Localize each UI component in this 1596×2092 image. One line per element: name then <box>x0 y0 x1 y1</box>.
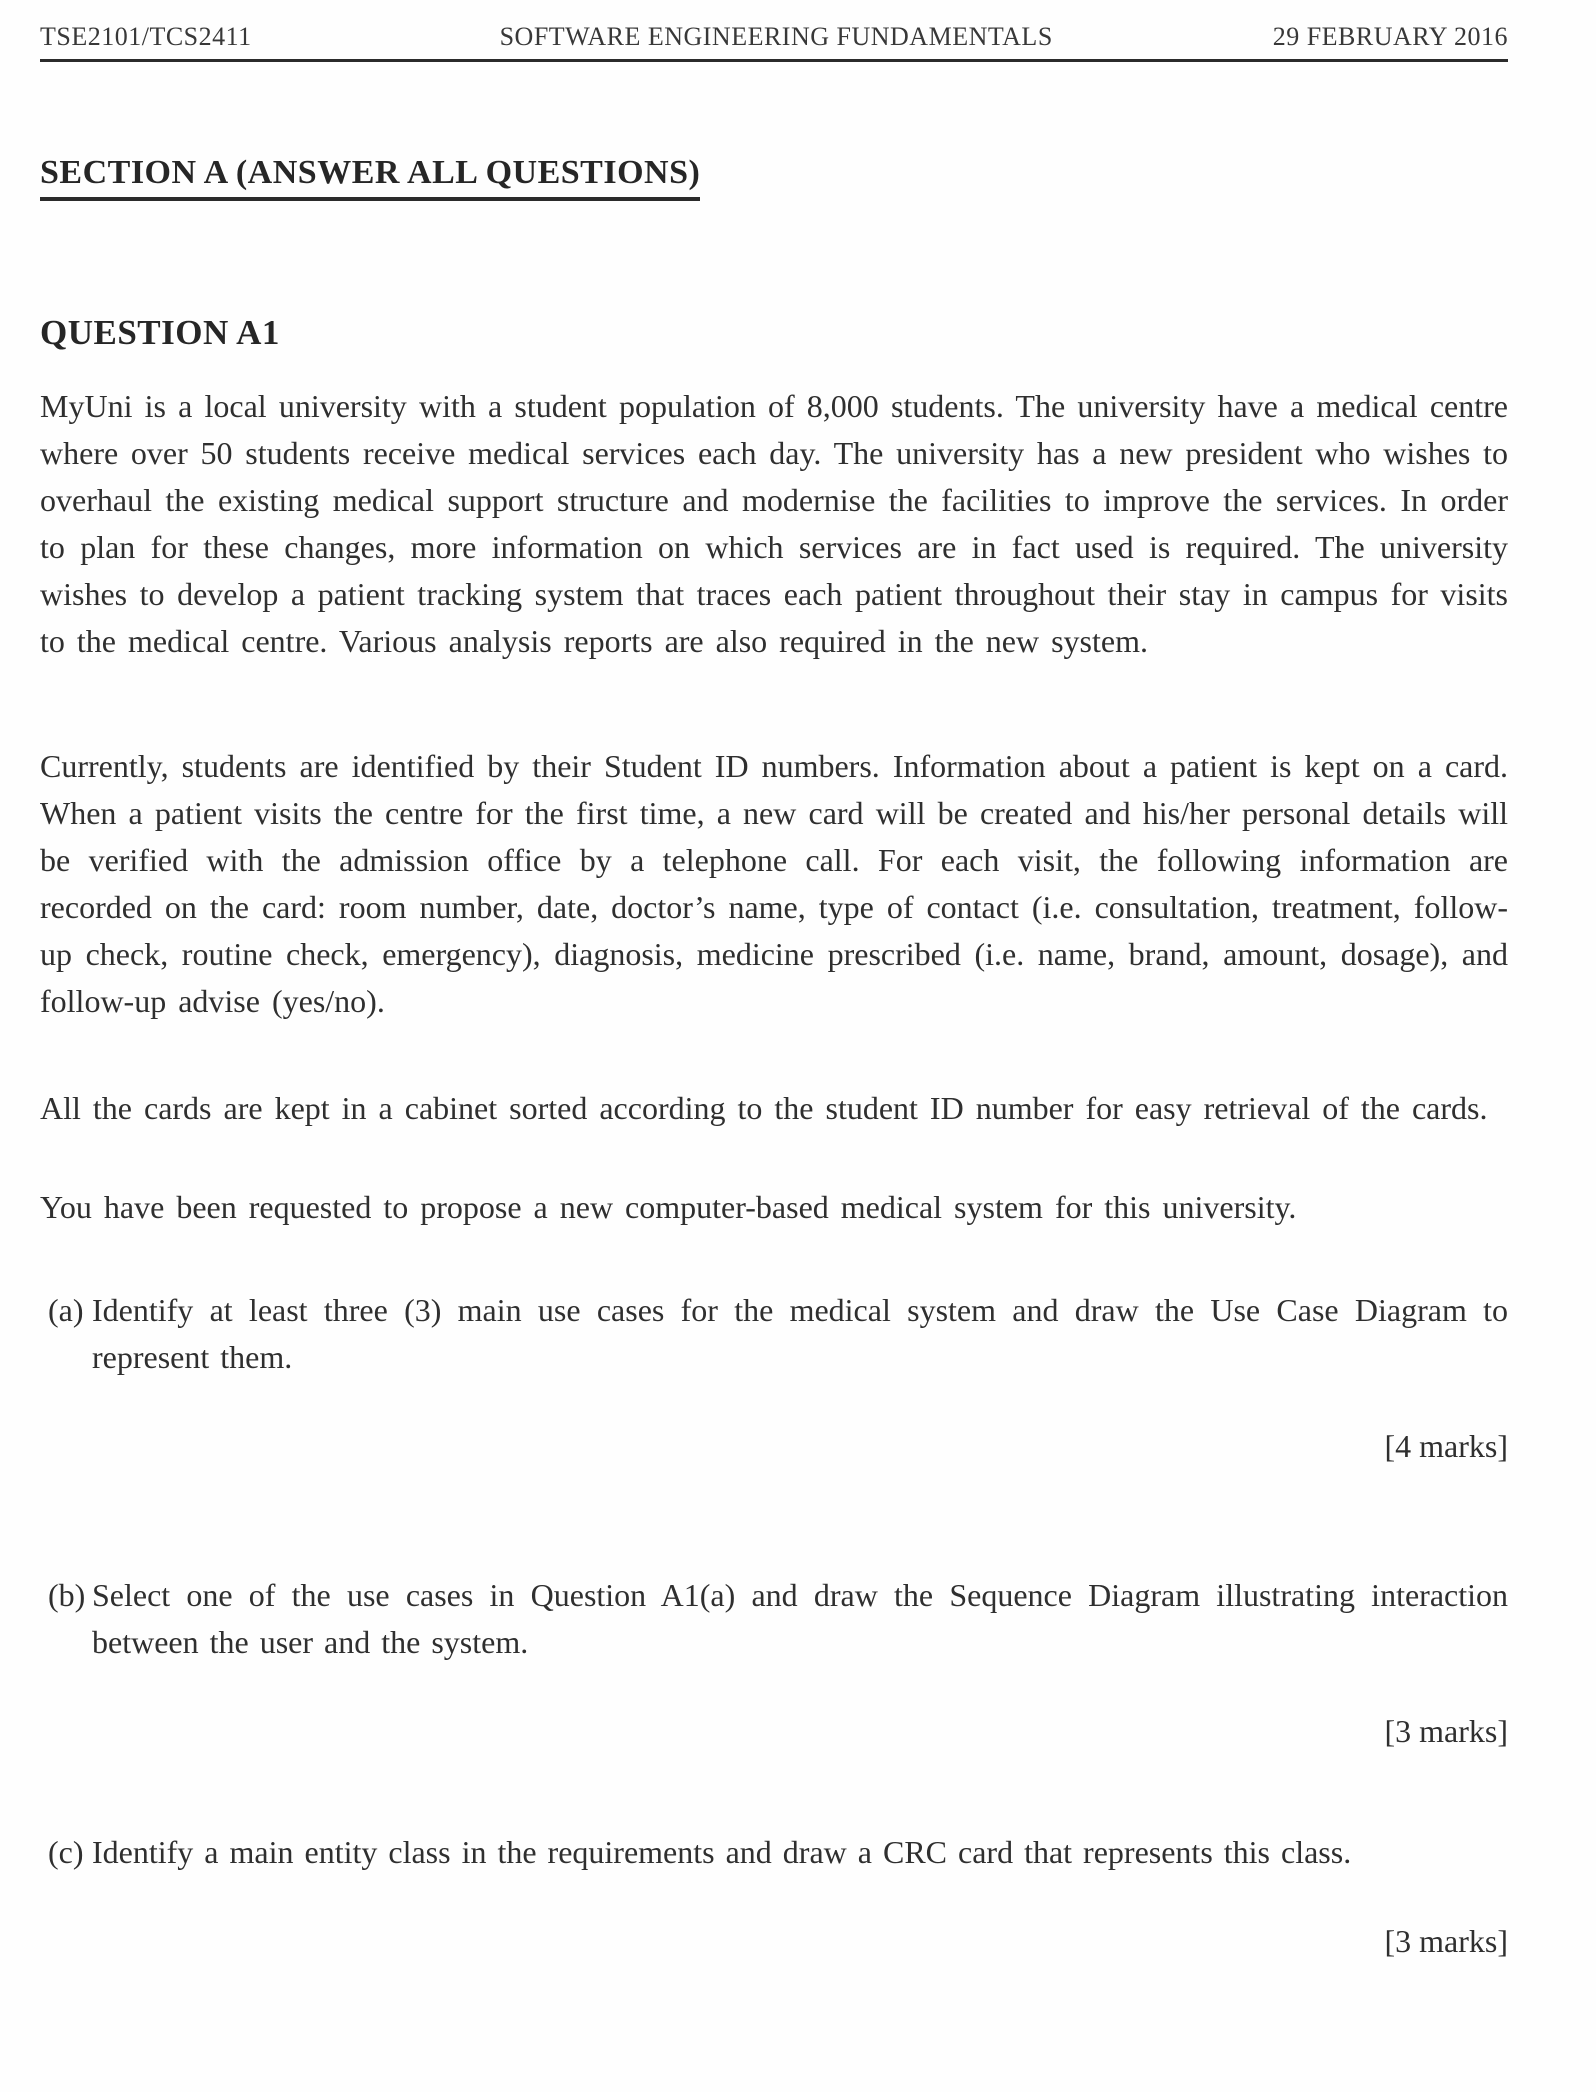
subquestion-a-marks: [4 marks] <box>1384 1428 1508 1464</box>
question-paragraph-4: You have been requested to propose a new computer-based medical system for this university. <box>40 1189 1297 1225</box>
subquestion-b-row <box>48 1572 1508 1666</box>
subquestion-a-text: Identify at least three (3) main use cases for the medical system and draw the Use Case Diagram to represent them. <box>92 1292 1508 1375</box>
subquestion-c <box>40 1829 1508 1965</box>
page-header <box>40 22 1508 62</box>
subquestion-c-marks: [3 marks] <box>1384 1923 1508 1959</box>
subquestion-b-label: (b) <box>48 1577 86 1613</box>
subquestion-a <box>40 1287 1508 1470</box>
subquestion-b-text: Select one of the use cases in Question A1(a) and draw the Sequence Diagram illustrating interaction between the user and the system. <box>92 1577 1508 1660</box>
question-paragraph-2: Currently, students are identified by their Student ID numbers. Information about a patient is kept on a card. When a patient visits the centre for the first time, a new card will be created and his/her personal details will be verified with the admission office by a telephone call. For each visit, the following information are recorded on the card: room number, date, doctor’s name, type of contact (i.e. consultation, treatment, follow-up check, routine check, emergency), diagnosis, medicine prescribed (i.e. name, brand, amount, dosage), and follow-up advise (yes/no). <box>40 748 1508 1019</box>
subquestion-c-text: Identify a main entity class in the requirements and draw a CRC card that represents this class. <box>92 1834 1352 1870</box>
question-paragraph-3: All the cards are kept in a cabinet sorted according to the student ID number for easy retrieval of the cards. <box>40 1090 1488 1126</box>
subquestion-c-row <box>48 1829 1508 1876</box>
section-heading: SECTION A (ANSWER ALL QUESTIONS) <box>40 154 700 201</box>
subquestion-list <box>40 1287 1508 1965</box>
header-course-title: SOFTWARE ENGINEERING FUNDAMENTALS <box>499 22 1053 51</box>
subquestion-b-marks: [3 marks] <box>1384 1713 1508 1749</box>
subquestion-a-label: (a) <box>48 1292 84 1328</box>
question-paragraph-1: MyUni is a local university with a student population of 8,000 students. The university have a medical centre where over 50 students receive medical services each day. The university has a new president who wishes to overhaul the existing medical support structure and modernise the facilities to improve the services. In order to plan for these changes, more information on which services are in fact used is required. The university wishes to develop a patient tracking system that traces each patient throughout their stay in campus for visits to the medical centre. Various analysis reports are also required in the new system. <box>40 388 1508 659</box>
section-heading-wrap <box>40 154 1508 201</box>
question-title: QUESTION A1 <box>40 313 280 352</box>
subquestion-c-label: (c) <box>48 1834 84 1870</box>
header-exam-date: 29 FEBRUARY 2016 <box>1272 22 1508 51</box>
subquestion-a-row <box>48 1287 1508 1381</box>
subquestion-b <box>40 1572 1508 1755</box>
header-course-code: TSE2101/TCS2411 <box>40 22 252 51</box>
